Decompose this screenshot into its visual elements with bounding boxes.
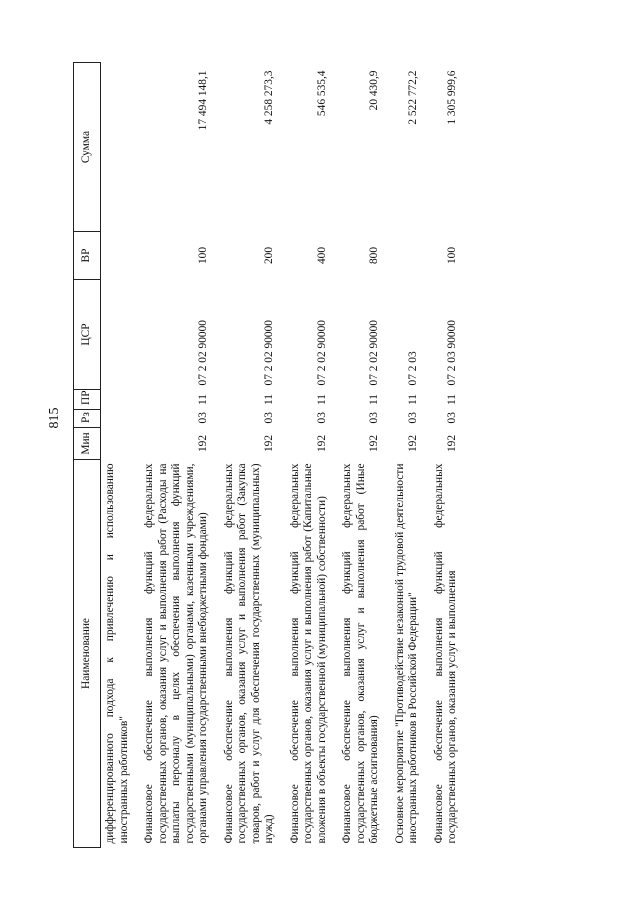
row-sum: 17 494 148,1 <box>197 70 209 131</box>
header-sum: Сумма <box>74 63 101 232</box>
row-rz: 03 <box>368 412 380 424</box>
header-name: Наименование <box>74 460 101 848</box>
row-name: Основное мероприятие "Противодействие незаконной трудовой деятельности иностранных работников в Российской Федерации" <box>393 463 419 844</box>
row-pr <box>101 390 138 410</box>
row-sum: 4 258 273,3 <box>263 70 275 125</box>
row-rz <box>101 410 138 428</box>
row-csr <box>101 280 138 390</box>
row-min <box>101 428 138 460</box>
row-vr <box>388 232 427 280</box>
row-vr: 800 <box>368 246 380 265</box>
row-min: 192 <box>446 434 458 453</box>
row-csr: 07 2 02 90000 <box>368 320 380 386</box>
row-rz: 03 <box>315 412 328 424</box>
page-number: 815 <box>47 407 62 429</box>
row-rz: 03 <box>263 412 275 424</box>
row-rz: 03 <box>407 412 419 424</box>
row-sum <box>101 63 138 232</box>
row-pr: 11 <box>315 394 328 405</box>
table-row <box>335 63 388 848</box>
row-sum: 2 522 772,2 <box>407 70 419 125</box>
row-name: Финансовое обеспечение выполнения функций федеральных государственных органов, оказания услуг и выполнения работ (Иные бюджетные ассигнования) <box>341 463 380 844</box>
budget-table <box>73 62 466 848</box>
row-pr: 11 <box>407 394 419 405</box>
row-name: дифференцированного подхода к привлечению и использованию иностранных работников" <box>104 463 130 844</box>
row-vr: 100 <box>446 246 458 265</box>
header-pr: ПР <box>74 390 101 410</box>
row-pr: 11 <box>368 394 380 405</box>
row-sum: 546 535,4 <box>315 70 328 117</box>
row-min: 192 <box>407 434 419 453</box>
row-vr: 200 <box>263 246 275 265</box>
row-min: 192 <box>315 434 328 453</box>
row-vr: 100 <box>197 246 209 265</box>
row-rz: 03 <box>446 412 458 424</box>
table-row <box>101 63 138 848</box>
table-row <box>283 63 336 848</box>
rotated-table-container <box>73 63 595 848</box>
row-csr: 07 2 03 <box>407 351 419 386</box>
row-pr: 11 <box>197 394 209 405</box>
row-vr <box>101 232 138 280</box>
row-csr: 07 2 02 90000 <box>315 320 328 386</box>
row-name: Финансовое обеспечение выполнения функций федеральных государственных органов, оказания услуг и выполнения работ (Закупка товаров, работ и услуг для обеспечения государственных (муниципальных) нужд) <box>222 463 275 844</box>
row-pr: 11 <box>263 394 275 405</box>
row-sum: 20 430,9 <box>368 70 380 111</box>
table-row <box>388 63 427 848</box>
table-header-row <box>74 63 101 848</box>
row-min: 192 <box>368 434 380 453</box>
row-vr: 400 <box>315 246 328 265</box>
row-name: Финансовое обеспечение выполнения функций федеральных государственных органов, оказания услуг и выполнения работ (Капитальные вложения в объекты государственной (муниципальной) собственности) <box>288 463 328 844</box>
row-csr: 07 2 03 90000 <box>446 320 458 386</box>
row-min: 192 <box>197 434 209 453</box>
table-row <box>217 63 283 848</box>
row-rz: 03 <box>197 412 209 424</box>
header-rz: Рз <box>74 410 101 428</box>
header-min: Мин <box>74 428 101 460</box>
header-csr: ЦСР <box>74 280 101 390</box>
row-min: 192 <box>263 434 275 453</box>
header-vr: ВР <box>74 232 101 280</box>
row-csr: 07 2 02 90000 <box>263 320 275 386</box>
row-pr: 11 <box>446 394 458 405</box>
table-row <box>427 63 466 848</box>
row-name: Финансовое обеспечение выполнения функций федеральных государственных органов, оказания услуг и выполнения <box>432 463 458 844</box>
row-sum: 1 305 999,6 <box>446 70 458 125</box>
table-row <box>137 63 217 848</box>
row-csr: 07 2 02 90000 <box>197 320 209 386</box>
row-name: Финансовое обеспечение выполнения функций федеральных государственных органов, оказания услуг и выполнения работ (Расходы на выплаты персоналу в целях обеспечения выполнения функций государственными (муниципальными) органами, казенными учреждениями, органами управления государственными внебюджетными фондами) <box>143 463 209 844</box>
